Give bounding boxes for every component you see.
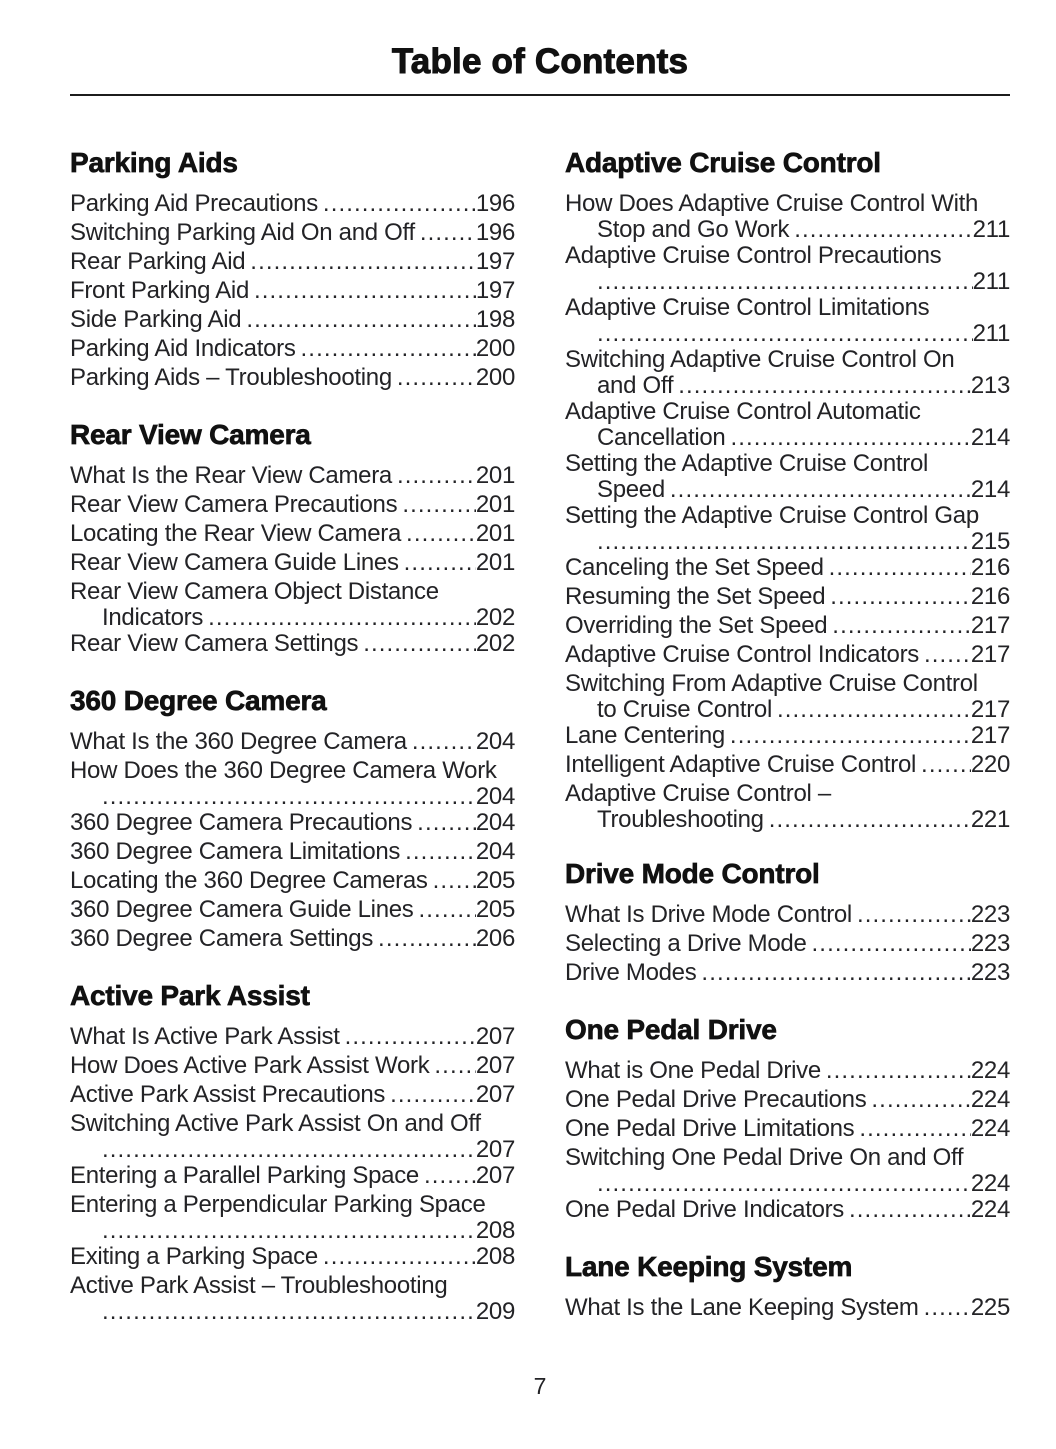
entry-page-number: 209 <box>475 1298 515 1325</box>
entry-label: Active Park Assist Precautions <box>70 1081 386 1108</box>
dot-leader <box>701 958 970 987</box>
toc-entry <box>565 958 1010 987</box>
entry-label-continued: Cancellation <box>597 424 726 451</box>
entry-label: Exiting a Parking Space <box>70 1243 318 1270</box>
dot-leader <box>924 1293 971 1322</box>
entry-label-continued: Indicators <box>102 604 204 631</box>
entry-row <box>565 721 1010 750</box>
dot-leader <box>871 1085 970 1114</box>
toc-section <box>70 684 515 953</box>
toc-entry <box>70 189 515 218</box>
entry-continuation-row <box>70 1138 515 1161</box>
entry-label-continued: and Off <box>597 372 674 399</box>
entry-row <box>565 1114 1010 1143</box>
entry-label: Selecting a Drive Mode <box>565 930 807 957</box>
entry-row <box>565 1056 1010 1085</box>
entry-label: What Is Active Park Assist <box>70 1023 340 1050</box>
entry-page-number: 196 <box>475 190 515 217</box>
toc-entry <box>70 837 515 866</box>
entry-label: Locating the 360 Degree Cameras <box>70 867 428 894</box>
entry-page-number: 201 <box>475 549 515 576</box>
entry-row <box>70 1242 515 1271</box>
entry-continuation-row <box>565 218 1010 241</box>
dot-leader <box>678 374 971 397</box>
dot-leader <box>859 1114 970 1143</box>
entry-page-number: 198 <box>475 306 515 333</box>
toc-entry <box>565 345 1010 397</box>
dot-leader <box>323 1242 476 1271</box>
entry-page-number: 217 <box>970 696 1010 723</box>
entry-label: What Is the Lane Keeping System <box>565 1294 919 1321</box>
dot-leader <box>794 218 972 241</box>
entry-continuation-row <box>565 322 1010 345</box>
entry-label: Side Parking Aid <box>70 306 242 333</box>
dot-leader <box>390 1080 476 1109</box>
dot-leader <box>597 530 971 553</box>
entry-label: What Is the Rear View Camera <box>70 462 392 489</box>
entry-row <box>70 519 515 548</box>
entry-label: Rear View Camera Settings <box>70 630 359 657</box>
dot-leader <box>832 611 971 640</box>
toc-entry <box>565 1085 1010 1114</box>
entry-page-number: 211 <box>972 268 1010 295</box>
dot-leader <box>363 629 476 658</box>
toc-entry <box>565 779 1010 831</box>
dot-leader <box>406 519 476 548</box>
entry-label: 360 Degree Camera Precautions <box>70 809 413 836</box>
entry-page-number: 211 <box>972 216 1010 243</box>
dot-leader <box>419 895 476 924</box>
entry-page-number: 202 <box>475 630 515 657</box>
entry-row <box>565 750 1010 779</box>
entry-label: Lane Centering <box>565 722 725 749</box>
toc-entry <box>70 895 515 924</box>
entry-page-number: 214 <box>970 424 1010 451</box>
toc-entry <box>70 519 515 548</box>
page-header <box>70 40 1010 96</box>
dot-leader <box>102 1300 476 1323</box>
entry-page-number: 200 <box>475 364 515 391</box>
entry-row <box>70 305 515 334</box>
dot-leader <box>433 866 476 895</box>
entry-label: Adaptive Cruise Control Limitations <box>565 294 930 321</box>
entry-label-continued: Troubleshooting <box>597 806 764 833</box>
entry-row <box>565 640 1010 669</box>
entry-label: Rear View Camera Precautions <box>70 491 398 518</box>
toc-section <box>565 1013 1010 1224</box>
entry-label: Parking Aids – Troubleshooting <box>70 364 392 391</box>
entry-label-continued: to Cruise Control <box>597 696 772 723</box>
section-heading: Rear View Camera <box>70 419 311 450</box>
toc-entry <box>565 721 1010 750</box>
entry-row <box>70 727 515 756</box>
dot-leader <box>849 1195 971 1224</box>
section-heading: Adaptive Cruise Control <box>565 147 881 178</box>
entry-page-number: 204 <box>475 728 515 755</box>
toc-entry <box>70 548 515 577</box>
entry-label: 360 Degree Camera Guide Lines <box>70 896 414 923</box>
entry-row <box>70 1080 515 1109</box>
entry-label: Rear Parking Aid <box>70 248 246 275</box>
entry-label: 360 Degree Camera Settings <box>70 925 374 952</box>
entry-label-continued: Stop and Go Work <box>597 216 790 243</box>
dot-leader <box>434 1051 475 1080</box>
dot-leader <box>345 1022 476 1051</box>
entry-row <box>70 548 515 577</box>
dot-leader <box>857 900 971 929</box>
entry-label: Drive Modes <box>565 959 697 986</box>
entry-label: Entering a Parallel Parking Space <box>70 1162 419 1189</box>
entry-row <box>70 866 515 895</box>
entry-page-number: 207 <box>475 1023 515 1050</box>
dot-leader <box>102 1138 476 1161</box>
dot-leader <box>424 1161 476 1190</box>
toc-entry <box>70 490 515 519</box>
toc-entry <box>565 640 1010 669</box>
entry-page-number: 214 <box>970 476 1010 503</box>
entry-row <box>70 276 515 305</box>
entry-row <box>565 1085 1010 1114</box>
entry-label: Switching One Pedal Drive On and Off <box>565 1144 964 1171</box>
toc-entry <box>70 1109 515 1161</box>
entry-page-number: 207 <box>475 1081 515 1108</box>
toc-entry <box>70 727 515 756</box>
dot-leader <box>397 363 476 392</box>
entry-label: 360 Degree Camera Limitations <box>70 838 401 865</box>
entry-continuation-row <box>565 270 1010 293</box>
dot-leader <box>404 548 476 577</box>
dot-leader <box>769 808 971 831</box>
toc-entry <box>70 577 515 629</box>
entry-page-number: 197 <box>475 277 515 304</box>
entry-row <box>565 611 1010 640</box>
entry-continuation-row <box>70 785 515 808</box>
entry-page-number: 224 <box>970 1115 1010 1142</box>
entry-label: What Is Drive Mode Control <box>565 901 852 928</box>
entry-page-number: 204 <box>475 783 515 810</box>
toc-entry <box>70 276 515 305</box>
entry-row <box>70 363 515 392</box>
title-divider <box>70 94 1010 96</box>
entry-page-number: 207 <box>475 1052 515 1079</box>
section-heading: Drive Mode Control <box>565 858 820 889</box>
entry-label: Switching Parking Aid On and Off <box>70 219 415 246</box>
entry-row <box>565 929 1010 958</box>
dot-leader <box>417 808 476 837</box>
entry-row <box>565 553 1010 582</box>
dot-leader <box>597 1172 971 1195</box>
entry-page-number: 217 <box>970 722 1010 749</box>
entry-continuation-row <box>70 606 515 629</box>
entry-row <box>70 895 515 924</box>
entry-row <box>565 1293 1010 1322</box>
dot-leader <box>730 426 970 449</box>
entry-label: How Does the 360 Degree Camera Work <box>70 757 497 784</box>
entry-label: Switching Active Park Assist On and Off <box>70 1110 481 1137</box>
entry-row <box>565 582 1010 611</box>
section-heading: Lane Keeping System <box>565 1251 853 1282</box>
entry-page-number: 224 <box>970 1170 1010 1197</box>
dot-leader <box>420 218 476 247</box>
toc-entry <box>70 629 515 658</box>
entry-page-number: 204 <box>475 838 515 865</box>
dot-leader <box>102 1219 476 1242</box>
entry-label: Active Park Assist – Troubleshooting <box>70 1272 448 1299</box>
entry-page-number: 217 <box>970 641 1010 668</box>
toc-entry <box>565 1143 1010 1195</box>
toc-entry <box>70 305 515 334</box>
entry-row <box>70 218 515 247</box>
section-heading: 360 Degree Camera <box>70 685 327 716</box>
entry-label: Intelligent Adaptive Cruise Control <box>565 751 917 778</box>
dot-leader <box>250 247 476 276</box>
section-heading: One Pedal Drive <box>565 1014 777 1045</box>
entry-label: Parking Aid Precautions <box>70 190 318 217</box>
entry-page-number: 201 <box>475 462 515 489</box>
entry-label: Overriding the Set Speed <box>565 612 828 639</box>
entry-row <box>70 808 515 837</box>
entry-page-number: 202 <box>475 604 515 631</box>
entry-row <box>565 958 1010 987</box>
toc-entry <box>565 582 1010 611</box>
toc-entry <box>70 334 515 363</box>
section-heading: Parking Aids <box>70 147 238 178</box>
entry-label: Resuming the Set Speed <box>565 583 826 610</box>
entry-label: What is One Pedal Drive <box>565 1057 821 1084</box>
entry-row <box>70 1051 515 1080</box>
entry-continuation-row <box>565 698 1010 721</box>
toc-columns <box>70 146 1010 1323</box>
entry-label-continued: Speed <box>597 476 665 503</box>
entry-label: One Pedal Drive Indicators <box>565 1196 845 1223</box>
entry-page-number: 220 <box>970 751 1010 778</box>
entry-page-number: 207 <box>475 1136 515 1163</box>
entry-label: Entering a Perpendicular Parking Space <box>70 1191 486 1218</box>
toc-entry <box>565 501 1010 553</box>
dot-leader <box>826 1056 971 1085</box>
dot-leader <box>412 727 476 756</box>
entry-row <box>70 461 515 490</box>
toc-entry <box>565 241 1010 293</box>
entry-row <box>70 334 515 363</box>
toc-section <box>565 1250 1010 1322</box>
dot-leader <box>254 276 476 305</box>
entry-continuation-row <box>70 1219 515 1242</box>
toc-column-right <box>565 146 1010 1323</box>
dot-leader <box>301 334 476 363</box>
entry-row <box>70 490 515 519</box>
entry-label: Adaptive Cruise Control Automatic <box>565 398 921 425</box>
toc-section <box>565 146 1010 831</box>
toc-entry <box>70 1271 515 1323</box>
page-title: Table of Contents <box>391 42 689 81</box>
dot-leader <box>924 640 971 669</box>
entry-page-number: 204 <box>475 809 515 836</box>
dot-leader <box>597 270 973 293</box>
dot-leader <box>670 478 971 501</box>
entry-continuation-row <box>70 1300 515 1323</box>
entry-label: What Is the 360 Degree Camera <box>70 728 407 755</box>
entry-row <box>565 900 1010 929</box>
toc-entry <box>70 866 515 895</box>
toc-section <box>565 857 1010 987</box>
dot-leader <box>829 553 971 582</box>
toc-entry <box>565 1195 1010 1224</box>
dot-leader <box>378 924 476 953</box>
toc-entry <box>565 1114 1010 1143</box>
entry-page-number: 217 <box>970 612 1010 639</box>
dot-leader <box>208 606 476 629</box>
entry-page-number: 215 <box>970 528 1010 555</box>
toc-entry <box>565 669 1010 721</box>
entry-page-number: 208 <box>475 1243 515 1270</box>
entry-continuation-row <box>565 808 1010 831</box>
entry-label: One Pedal Drive Precautions <box>565 1086 867 1113</box>
dot-leader <box>730 721 971 750</box>
entry-label: Switching Adaptive Cruise Control On <box>565 346 955 373</box>
toc-entry <box>565 397 1010 449</box>
entry-page-number: 201 <box>475 491 515 518</box>
toc-entry <box>70 1051 515 1080</box>
toc-entry <box>70 247 515 276</box>
entry-continuation-row <box>565 478 1010 501</box>
entry-row <box>565 1195 1010 1224</box>
entry-page-number: 223 <box>970 930 1010 957</box>
dot-leader <box>830 582 971 611</box>
entry-page-number: 211 <box>972 320 1010 347</box>
toc-entry <box>70 1022 515 1051</box>
entry-label: One Pedal Drive Limitations <box>565 1115 855 1142</box>
section-heading: Active Park Assist <box>70 980 310 1011</box>
entry-page-number: 196 <box>475 219 515 246</box>
entry-page-number: 207 <box>475 1162 515 1189</box>
toc-section <box>70 979 515 1323</box>
entry-label: Switching From Adaptive Cruise Control <box>565 670 978 697</box>
entry-page-number: 208 <box>475 1217 515 1244</box>
toc-entry <box>565 293 1010 345</box>
entry-page-number: 213 <box>970 372 1010 399</box>
entry-row <box>70 837 515 866</box>
footer-page-number: 7 <box>533 1373 547 1399</box>
entry-continuation-row <box>565 374 1010 397</box>
entry-row <box>70 189 515 218</box>
toc-column-left <box>70 146 515 1323</box>
entry-page-number: 205 <box>475 896 515 923</box>
entry-page-number: 223 <box>970 901 1010 928</box>
dot-leader <box>812 929 971 958</box>
entry-row <box>70 1022 515 1051</box>
entry-label: Adaptive Cruise Control Indicators <box>565 641 919 668</box>
toc-entry <box>70 1190 515 1242</box>
entry-page-number: 216 <box>970 554 1010 581</box>
dot-leader <box>405 837 476 866</box>
toc-entry <box>70 461 515 490</box>
entry-label: How Does Active Park Assist Work <box>70 1052 430 1079</box>
toc-section <box>70 418 515 658</box>
entry-label: How Does Adaptive Cruise Control With <box>565 190 979 217</box>
dot-leader <box>597 322 973 345</box>
toc-entry <box>70 1080 515 1109</box>
toc-entry <box>70 363 515 392</box>
dot-leader <box>397 461 476 490</box>
entry-label: Adaptive Cruise Control Precautions <box>565 242 942 269</box>
toc-entry <box>565 750 1010 779</box>
toc-entry <box>565 553 1010 582</box>
entry-label: Rear View Camera Object Distance <box>70 578 439 605</box>
entry-page-number: 224 <box>970 1196 1010 1223</box>
toc-entry <box>565 929 1010 958</box>
entry-row <box>70 247 515 276</box>
entry-page-number: 206 <box>475 925 515 952</box>
toc-entry <box>70 1242 515 1271</box>
toc-entry <box>565 611 1010 640</box>
entry-row <box>70 924 515 953</box>
entry-continuation-row <box>565 530 1010 553</box>
entry-page-number: 225 <box>970 1294 1010 1321</box>
entry-page-number: 216 <box>970 583 1010 610</box>
toc-section <box>70 146 515 392</box>
toc-entry <box>70 756 515 808</box>
entry-row <box>70 1161 515 1190</box>
entry-page-number: 201 <box>475 520 515 547</box>
entry-continuation-row <box>565 426 1010 449</box>
entry-continuation-row <box>565 1172 1010 1195</box>
entry-label: Setting the Adaptive Cruise Control Gap <box>565 502 979 529</box>
dot-leader <box>402 490 476 519</box>
entry-label: Adaptive Cruise Control – <box>565 780 831 807</box>
entry-page-number: 224 <box>970 1086 1010 1113</box>
entry-label: Locating the Rear View Camera <box>70 520 402 547</box>
entry-label: Canceling the Set Speed <box>565 554 824 581</box>
toc-entry <box>70 924 515 953</box>
entry-page-number: 205 <box>475 867 515 894</box>
entry-page-number: 197 <box>475 248 515 275</box>
toc-entry <box>70 218 515 247</box>
entry-label: Front Parking Aid <box>70 277 249 304</box>
entry-row <box>70 629 515 658</box>
entry-page-number: 200 <box>475 335 515 362</box>
entry-label: Parking Aid Indicators <box>70 335 296 362</box>
entry-page-number: 221 <box>970 806 1010 833</box>
dot-leader <box>777 698 971 721</box>
toc-entry <box>565 1293 1010 1322</box>
toc-entry <box>565 189 1010 241</box>
toc-entry <box>565 900 1010 929</box>
dot-leader <box>102 785 476 808</box>
dot-leader <box>246 305 476 334</box>
entry-label: Rear View Camera Guide Lines <box>70 549 399 576</box>
toc-entry <box>565 1056 1010 1085</box>
dot-leader <box>323 189 476 218</box>
toc-entry <box>70 1161 515 1190</box>
entry-label: Setting the Adaptive Cruise Control <box>565 450 929 477</box>
dot-leader <box>921 750 971 779</box>
toc-entry <box>70 808 515 837</box>
entry-page-number: 223 <box>970 959 1010 986</box>
toc-entry <box>565 449 1010 501</box>
entry-page-number: 224 <box>970 1057 1010 1084</box>
